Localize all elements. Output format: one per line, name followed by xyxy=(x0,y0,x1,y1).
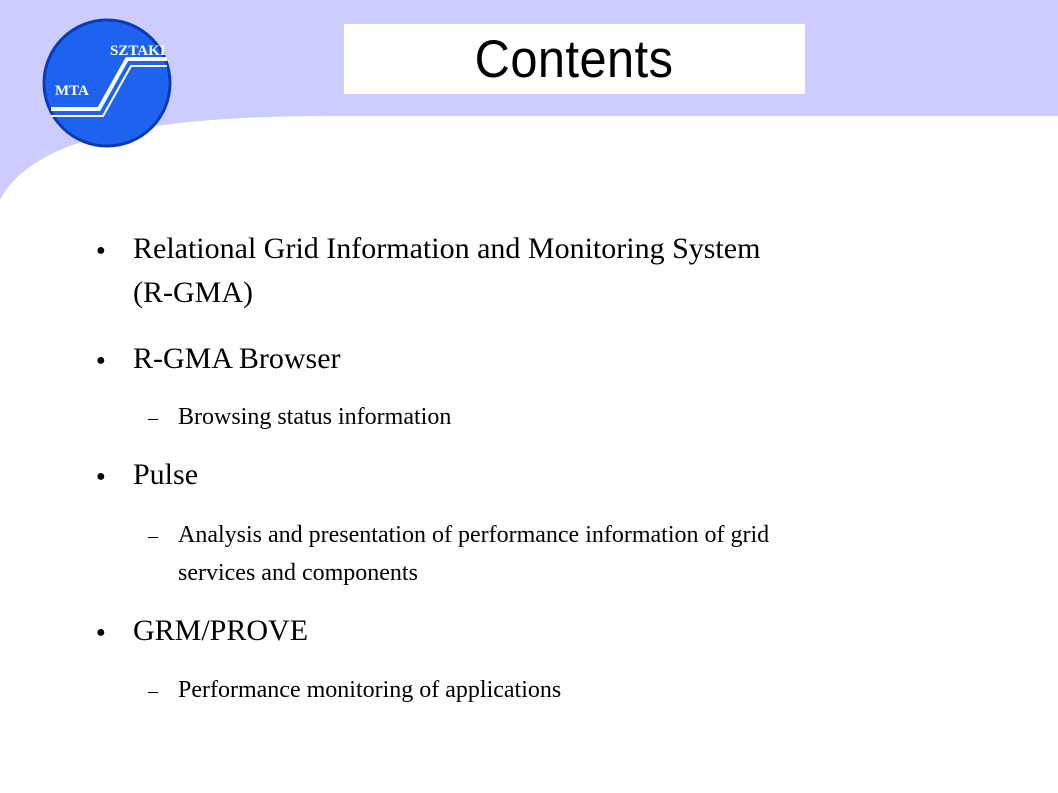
slide-title: Contents xyxy=(475,29,674,89)
bullet-dot-icon: ● xyxy=(96,242,106,259)
bullet-dot-icon: ● xyxy=(96,468,106,485)
dash-icon: – xyxy=(148,525,158,547)
dash-icon: – xyxy=(148,407,158,429)
bullet-item-text-line2: (R-GMA) xyxy=(133,276,253,309)
dash-icon: – xyxy=(148,680,158,702)
logo-text-mta: MTA xyxy=(55,83,89,99)
sub-item-text-line1: Analysis and presentation of performance information of grid xyxy=(178,522,770,548)
sub-item-text: Performance monitoring of applications xyxy=(178,677,562,703)
bullet-dot-icon: ● xyxy=(96,352,106,369)
sub-item-text-line2: services and components xyxy=(178,560,418,586)
bullet-item-text: R-GMA Browser xyxy=(133,342,341,375)
bullet-dot-icon: ● xyxy=(96,624,106,641)
bullet-item-text-line1: Relational Grid Information and Monitoring System xyxy=(133,232,761,265)
bullet-item-text: GRM/PROVE xyxy=(133,614,309,647)
logo-text-sztaki: SZTAKI xyxy=(110,43,166,59)
sub-item-text: Browsing status information xyxy=(178,404,452,430)
bullet-item-text: Pulse xyxy=(133,458,199,491)
